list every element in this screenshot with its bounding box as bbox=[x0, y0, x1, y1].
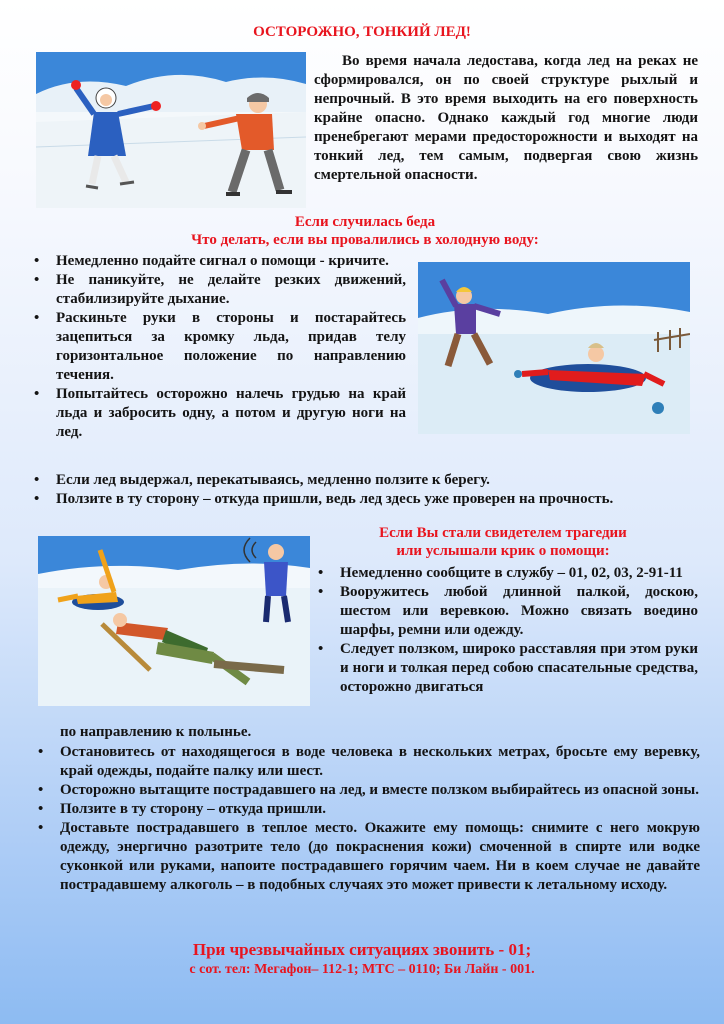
intro-paragraph: Во время начала ледостава, когда лед на реках не сформировался, он по своей структуре рыхлый и непрочный. В это время выходить на его поверхность крайне опасно. Однако каждый год многие люди пренебрегают мерами предосторожности и выходят на тонкий лед, тем самым, подвергая свою жизнь смертельной опасности. bbox=[314, 53, 698, 183]
bullet-icon: • bbox=[38, 782, 44, 798]
list-item: • Ползите в ту сторону – откуда пришли. bbox=[38, 801, 327, 817]
bullet-icon: • bbox=[34, 386, 40, 402]
section2-list-b bbox=[38, 743, 700, 895]
section1-list-a bbox=[34, 252, 406, 442]
list-item: • Остановитесь от находящегося в воде человека в нескольких метрах, бросьте ему веревку, край одежды, подайте палку или шест. bbox=[38, 744, 700, 779]
section2-heading-line2: или услышали крик о помощи: bbox=[396, 543, 610, 559]
bullet-icon: • bbox=[34, 253, 40, 269]
section1-heading-line1: Если случилась беда bbox=[294, 214, 436, 230]
section2-heading-line1: Если Вы стали свидетелем трагедии bbox=[379, 525, 627, 541]
page-title: ОСТОРОЖНО, ТОНКИЙ ЛЕД! bbox=[253, 24, 471, 40]
section1-heading bbox=[130, 213, 600, 249]
bullet-icon: • bbox=[38, 801, 44, 817]
list-item: • Доставьте пострадавшего в теплое место. Окажите ему помощь: снимите с него мокрую одежду, энергично разотрите тело (до покраснения кожи) смоченной в спирте или водке суконкой или руками, напоите пострадавшего горячим чаем. Ни в коем случае не давайте пострадавшему алкоголь – в подобных случаях это может привести к летальному исходу. bbox=[38, 820, 700, 893]
bullet-icon: • bbox=[318, 584, 324, 600]
list-item: • Вооружитесь любой длинной палкой, доскою, шестом или веревкою. Можно связать воедино шарфы, ремни или одежду. bbox=[318, 584, 698, 638]
section1-heading-line2: Что делать, если вы провалились в холодную воду: bbox=[191, 232, 539, 248]
illustration-fallen-through-ice bbox=[418, 262, 690, 434]
list-item: • Не паникуйте, не делайте резких движений, стабилизируйте дыхание. bbox=[34, 272, 406, 307]
bullet-icon: • bbox=[34, 272, 40, 288]
section1-list-b bbox=[34, 471, 696, 509]
list-item: • Попытайтесь осторожно налечь грудью на край льда и забросить одну, а потом и другую ноги на лед. bbox=[34, 386, 406, 440]
list-item: • Раскиньте руки в стороны и постарайтесь зацепиться за кромку льда, придав телу горизонтальное положение по направлению течения. bbox=[34, 310, 406, 383]
bullet-icon: • bbox=[318, 565, 324, 581]
bullet-icon: • bbox=[34, 472, 40, 488]
list-item: • Ползите в ту сторону – откуда пришли, ведь лед здесь уже проверен на прочность. bbox=[34, 491, 614, 507]
section2-heading bbox=[318, 524, 688, 560]
bullet-icon: • bbox=[34, 310, 40, 326]
list-item: • Осторожно вытащите пострадавшего на лед, и вместе ползком выбирайтесь из опасной зоны. bbox=[38, 782, 699, 798]
bullet-icon: • bbox=[38, 820, 44, 836]
bullet-icon: • bbox=[38, 744, 44, 760]
illustration-children-on-ice bbox=[36, 52, 306, 208]
continuation-text: по направлению к полынье. bbox=[60, 724, 252, 740]
list-item: • Следует ползком, широко расставляя при этом руки и ноги и толкая перед собою спасательные средства, осторожно двигаться bbox=[318, 641, 698, 695]
mobile-numbers-line: с сот. тел: Мегафон– 112-1; МТС – 0110; Би Лайн - 001. bbox=[189, 962, 535, 977]
section2-list-a bbox=[318, 564, 698, 697]
bullet-icon: • bbox=[318, 641, 324, 657]
list-item: • Если лед выдержал, перекатываясь, медленно ползите к берегу. bbox=[34, 472, 490, 488]
bullet-icon: • bbox=[34, 491, 40, 507]
list-item: • Немедленно подайте сигнал о помощи - кричите. bbox=[34, 253, 389, 269]
emergency-line: При чрезвычайных ситуациях звонить - 01; bbox=[192, 940, 532, 959]
list-item: • Немедленно сообщите в службу – 01, 02, 03, 2-91-11 bbox=[318, 565, 683, 581]
illustration-rescue-chain bbox=[38, 536, 310, 706]
